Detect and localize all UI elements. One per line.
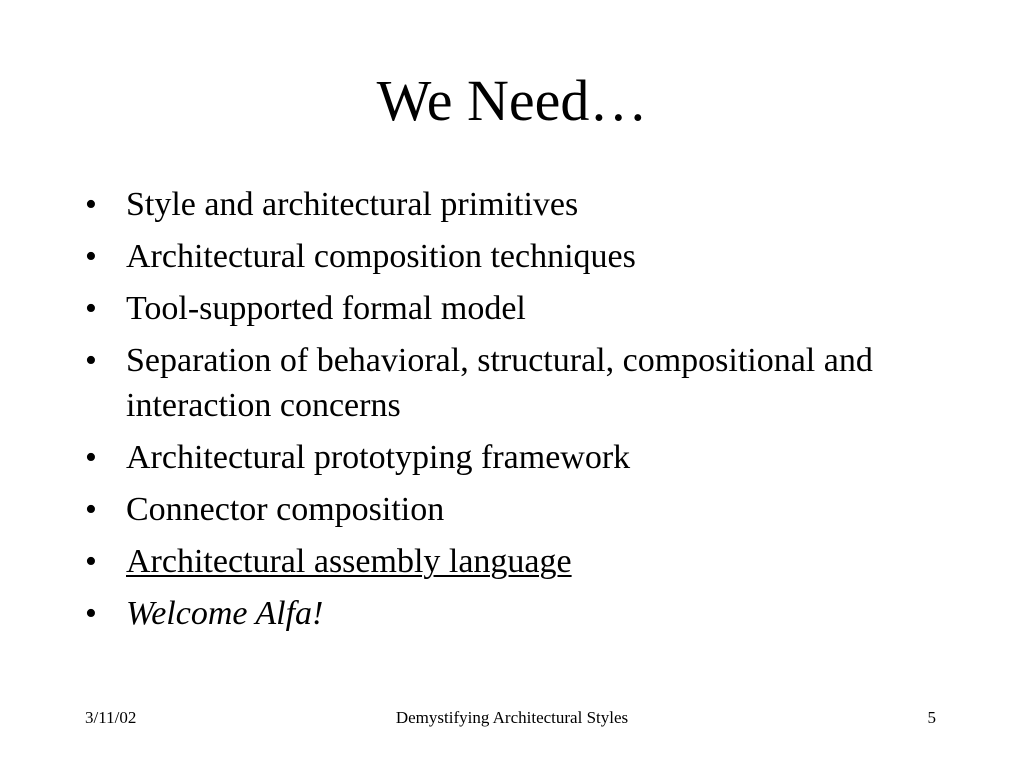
bullet-text: Tool-supported formal model <box>126 290 526 327</box>
bullet-item <box>85 286 965 331</box>
bullet-item <box>85 487 965 532</box>
bullet-icon: • <box>85 595 97 632</box>
bullet-item <box>85 234 965 279</box>
bullet-text: Separation of behavioral, structural, compositional and interaction concerns <box>126 342 873 424</box>
bullet-icon: • <box>85 186 97 223</box>
bullet-icon: • <box>85 439 97 476</box>
bullet-text: Welcome Alfa! <box>126 595 324 632</box>
footer-title: Demystifying Architectural Styles <box>395 708 629 727</box>
bullet-text: Style and architectural primitives <box>126 186 579 223</box>
bullet-item <box>85 435 965 480</box>
slide-title: We Need… <box>376 68 648 133</box>
bullet-text: Connector composition <box>126 491 445 528</box>
bullet-item <box>85 591 965 636</box>
page-number: 5 <box>927 708 936 727</box>
bullet-text: Architectural composition techniques <box>126 238 636 275</box>
assembly-language-link[interactable]: Architectural assembly language <box>126 543 572 580</box>
bullet-text: Architectural prototyping framework <box>126 439 631 476</box>
bullet-item-link[interactable] <box>85 539 965 584</box>
bullet-icon: • <box>85 342 97 379</box>
bullet-item <box>85 338 965 428</box>
footer-date: 3/11/02 <box>85 708 137 727</box>
bullet-icon: • <box>85 543 97 580</box>
bullet-icon: • <box>85 238 97 275</box>
bullet-item <box>85 182 965 227</box>
bullet-list <box>85 182 965 643</box>
bullet-icon: • <box>85 290 97 327</box>
bullet-icon: • <box>85 491 97 528</box>
